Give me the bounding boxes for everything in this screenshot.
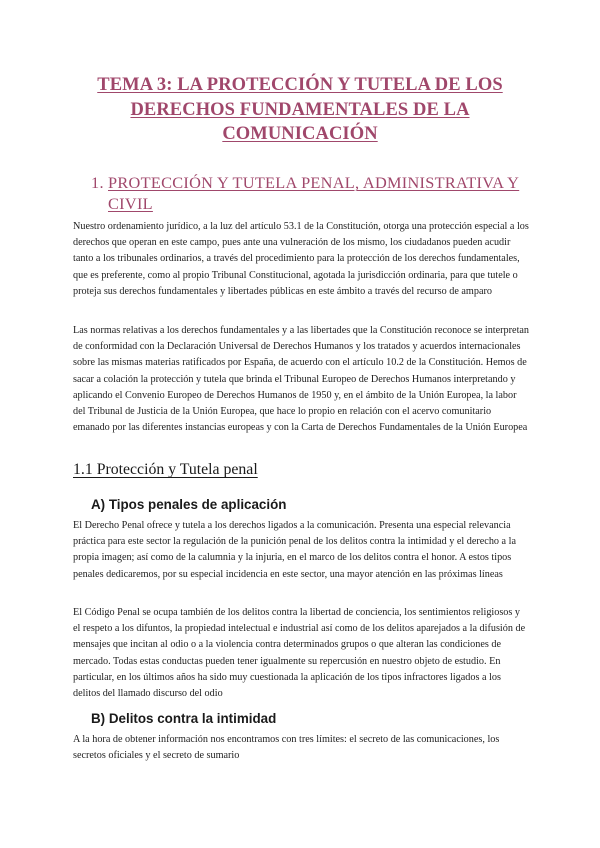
section-1-title: PROTECCIÓN Y TUTELA PENAL, ADMINISTRATIVA Y CIVIL <box>108 173 520 213</box>
subsection-b-paragraph-1: A la hora de obtener información nos encontramos con tres límites: el secreto de las comunicaciones, los secretos oficiales y el secreto de sumario <box>73 734 500 762</box>
subsection-a-paragraph-1: El Derecho Penal ofrece y tutela a los derechos ligados a la comunicación. Presenta una especial relevancia práctica para este sector la regulación de la punición penal de los delitos contra la intimidad y el derecho a la propia imagen; así como de la calumnia y la injuria, en el marco de los delitos contra el honor. A estos tipos penales dedicaremos, por su especial incidencia en este sector, una mayor atención en las próximas líneas <box>73 520 516 580</box>
subsection-b-heading: B) Delitos contra la intimidad <box>91 711 277 726</box>
subsection-a-paragraph-2: El Código Penal se ocupa también de los delitos contra la libertad de conciencia, los sentimientos religiosos y el respeto a los difuntos, la propiedad intelectual e industrial así como de los delitos aparejados a la difusión de mensajes que incitan al odio o a la violencia contra determinados grupos o que alteran las condiciones de mercado. Todas estas conductas pueden tener igualmente su repercusión en nuestro objeto de estudio. En particular, en los últimos años ha sido muy cuestionada la aplicación de los tipos infractores ligados a los delitos del llamado discurso del odio <box>73 607 526 700</box>
section-1-heading <box>91 172 531 214</box>
intro-paragraph-1: Nuestro ordenamiento jurídico, a la luz del artículo 53.1 de la Constitución, otorga una protección especial a los derechos que operan en este campo, pues ante una vulneración de los mismo, los ciudadanos pueden acudir tanto a los tribunales ordinarios, a través del procedimiento para la protección de los derechos fundamentales, que es preferente, como al propio Tribunal Constitucional, agotada la jurisdicción ordinaria, para que tutele o proteja sus derechos fundamentales y libertades públicas en este ámbito a través del recurso de amparo <box>73 221 529 297</box>
intro-paragraph-2: Las normas relativas a los derechos fundamentales y a las libertades que la Constitución reconoce se interpretan de conformidad con la Declaración Universal de Derechos Humanos y los tratados y acuerdos internacionales sobre las mismas materias ratificados por España, de acuerdo con el artículo 10.2 de la Constitución. Hemos de sacar a colación la protección y tutela que brinda el Tribunal Europeo de Derechos Humanos interpretando y aplicando el Convenio Europeo de Derechos Humanos de 1950 y, en el ámbito de la Unión Europea, la labor del Tribunal de Justicia de la Unión Europea, que hace lo propio en relación con el acervo comunitario emanado por las diferentes instancias europeas y con la Carta de Derechos Fundamentales de la Unión Europea <box>73 325 530 434</box>
section-1-number: 1. <box>91 173 104 192</box>
subsection-a-heading: A) Tipos penales de aplicación <box>91 497 287 512</box>
document-title: TEMA 3: LA PROTECCIÓN Y TUTELA DE LOS DERECHOS FUNDAMENTALES DE LA COMUNICACIÓN <box>97 75 503 144</box>
section-1-1-heading: 1.1 Protección y Tutela penal <box>73 461 258 478</box>
